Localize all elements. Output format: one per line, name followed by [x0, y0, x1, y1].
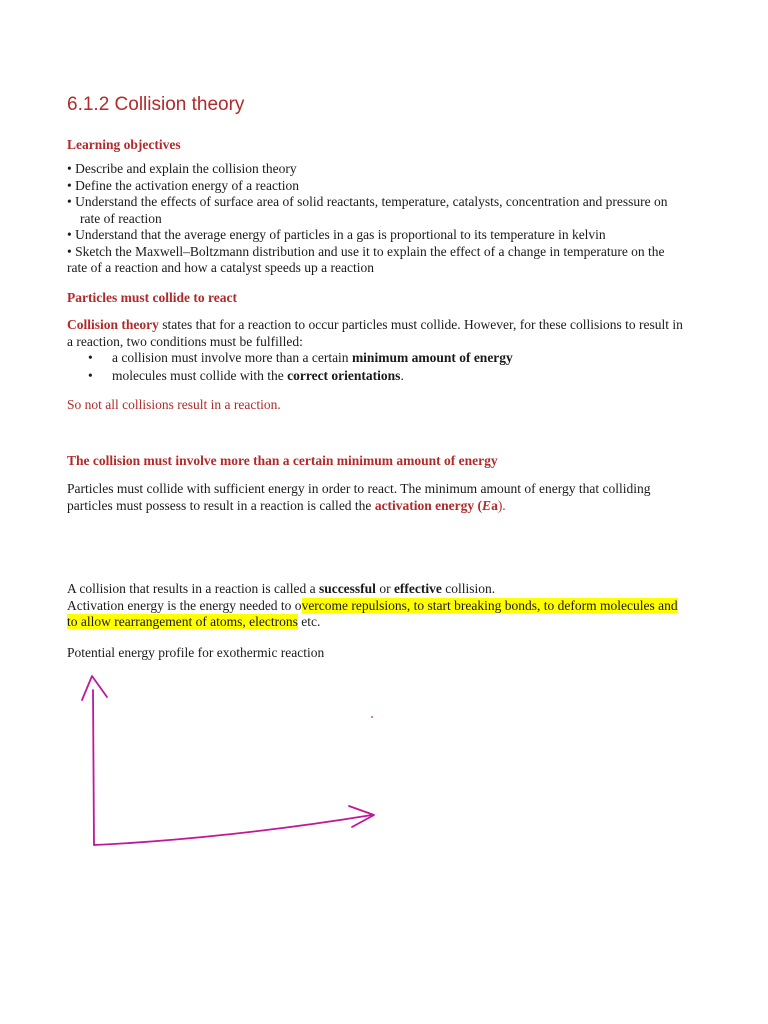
objective-item: • Sketch the Maxwell–Boltzmann distribution and use it to explain the effect of a change in temperature on the	[67, 243, 665, 259]
activation-energy-term: activation energy	[374, 497, 475, 513]
objective-item: • Describe and explain the collision theory	[67, 161, 297, 176]
bold-term: minimum amount of energy	[351, 350, 513, 365]
section-heading-particles-collide: Particles must collide to react	[67, 290, 237, 305]
stray-dot	[371, 716, 373, 718]
bold-term: correct orientations	[287, 368, 401, 383]
bullet-icon: •	[88, 368, 93, 383]
learning-objectives-list	[67, 161, 707, 277]
collision-theory-text-2: a reaction, two conditions must be fulfilled:	[67, 333, 303, 349]
objective-item: • Define the activation energy of a reaction	[67, 177, 299, 193]
y-axis-line	[93, 690, 94, 845]
list-item: • molecules must collide with the correct orientations.	[88, 368, 404, 383]
objective-item-continuation: rate of a reaction and how a catalyst speeds up a reaction	[67, 260, 374, 275]
objective-item: • Understand that the average energy of particles in a gas is proportional to its temperature in kelvin	[67, 227, 606, 242]
objective-item-continuation: rate of reaction	[80, 210, 162, 226]
collision-theory-term: Collision theory	[67, 317, 159, 332]
page-title: 6.1.2 Collision theory	[67, 94, 245, 115]
activation-energy-line-1: Particles must collide with sufficient energy in order to react. The minimum amount of energy that colliding	[67, 481, 651, 496]
bullet-icon: •	[88, 350, 93, 365]
activation-energy-paragraph: Particles must collide with sufficient energy in order to react. The minimum amount of energy that colliding particles must possess to result in a reaction is called the activation energy (Ea).	[67, 481, 707, 514]
objective-item: • Understand the effects of surface area of solid reactants, temperature, catalysts, concentration and pressure on	[67, 194, 668, 209]
collision-theory-text: states that for a reaction to occur particles must collide. However, for these collisions to result in	[158, 317, 683, 332]
y-axis-arrowhead	[82, 676, 107, 700]
collision-theory-paragraph	[67, 317, 707, 350]
highlighted-text: to allow rearrangement of atoms, electrons	[67, 614, 298, 629]
conclusion-text: So not all collisions result in a reaction.	[67, 397, 281, 412]
highlighted-text: vercome repulsions, to start breaking bonds, to deform molecules and	[301, 597, 678, 613]
learning-objectives-heading: Learning objectives	[67, 137, 181, 152]
successful-collision-paragraph: A collision that results in a reaction is called a successful or effective collision. Activation energy is the energy needed to overcome repulsions, to start breaking bonds, to deform molecules and to allow rearrangement of atoms, electrons etc.	[67, 581, 678, 629]
profile-caption: Potential energy profile for exothermic reaction	[67, 645, 325, 660]
section-heading-minimum-energy: The collision must involve more than a certain minimum amount of energy	[67, 453, 498, 468]
conditions-list	[88, 349, 513, 385]
list-item: • a collision must involve more than a certain minimum amount of energy	[88, 350, 513, 365]
x-axis-arrowhead	[349, 806, 374, 827]
x-axis-line	[94, 815, 372, 845]
